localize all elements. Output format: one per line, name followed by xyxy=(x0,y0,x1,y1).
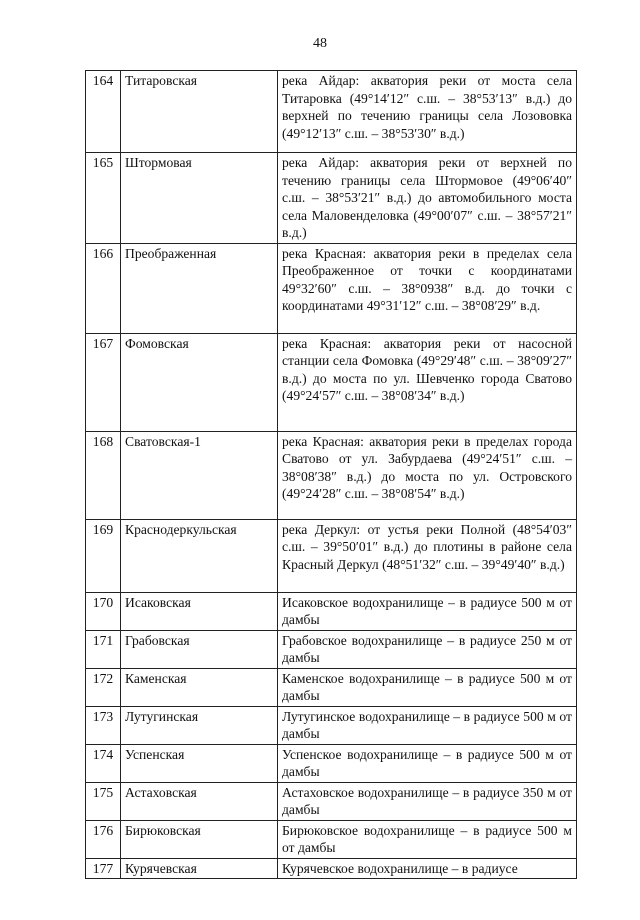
row-name: Сватовская-1 xyxy=(121,431,278,519)
table-row xyxy=(86,243,577,333)
row-description: Бирюковское водохранилище – в радиусе 500 м от дамбы xyxy=(278,820,577,858)
row-description: Успенское водохранилище – в радиусе 500 м от дамбы xyxy=(278,744,577,782)
table-row xyxy=(86,782,577,820)
row-number: 169 xyxy=(86,519,121,592)
row-description: Грабовское водохранилище – в радиусе 250 м от дамбы xyxy=(278,630,577,668)
table-row xyxy=(86,153,577,244)
row-description: река Айдар: акватория реки от верхней по течению границы села Штормовое (49°06′40″ с.ш. – 38°53′21″ в.д.) до автомобильного моста села Маловенделовка (49°00′07″ с.ш. – 38°57′21″ в.д.) xyxy=(278,153,577,244)
row-number: 167 xyxy=(86,333,121,431)
row-description: Курячевское водохранилище – в радиусе xyxy=(278,858,577,879)
row-description: Лутугинское водохранилище – в радиусе 500 м от дамбы xyxy=(278,706,577,744)
table-row xyxy=(86,519,577,592)
row-number: 170 xyxy=(86,592,121,630)
table-row xyxy=(86,820,577,858)
row-description: река Деркул: от устья реки Полной (48°54′03″ с.ш. – 39°50′01″ в.д.) до плотины в районе села Красный Деркул (48°51′32″ с.ш. – 39°49′40″ в.д.) xyxy=(278,519,577,592)
row-description: река Красная: акватория реки в пределах села Преображенное от точки с координатами 49°32′60″ с.ш. – 38°0938″ в.д. до точки с координатами 49°31′12″ с.ш. – 38°08′29″ в.д. xyxy=(278,243,577,333)
row-number: 165 xyxy=(86,153,121,244)
row-number: 173 xyxy=(86,706,121,744)
registry-table xyxy=(85,70,577,879)
row-name: Курячевская xyxy=(121,858,278,879)
row-name: Преображенная xyxy=(121,243,278,333)
row-number: 168 xyxy=(86,431,121,519)
row-name: Краснодеркульская xyxy=(121,519,278,592)
row-name: Успенская xyxy=(121,744,278,782)
row-name: Лутугинская xyxy=(121,706,278,744)
row-description: Астаховское водохранилище – в радиусе 350 м от дамбы xyxy=(278,782,577,820)
table-row xyxy=(86,71,577,153)
row-name: Титаровская xyxy=(121,71,278,153)
row-number: 174 xyxy=(86,744,121,782)
table-row xyxy=(86,744,577,782)
row-name: Штормовая xyxy=(121,153,278,244)
row-name: Исаковская xyxy=(121,592,278,630)
row-description: река Айдар: акватория реки от моста села Титаровка (49°14′12″ с.ш. – 38°53′13″ в.д.) до верхней по течению границы села Лозововка (49°12′13″ с.ш. – 38°53′30″ в.д.) xyxy=(278,71,577,153)
row-name: Грабовская xyxy=(121,630,278,668)
table-row xyxy=(86,858,577,879)
row-description: река Красная: акватория реки от насосной станции села Фомовка (49°29′48″ с.ш. – 38°09′27″ в.д.) до моста по ул. Шевченко города Сватово (49°24′57″ с.ш. – 38°08′34″ в.д.) xyxy=(278,333,577,431)
row-number: 172 xyxy=(86,668,121,706)
row-name: Фомовская xyxy=(121,333,278,431)
page-number: 48 xyxy=(313,36,327,51)
row-number: 171 xyxy=(86,630,121,668)
table-row xyxy=(86,333,577,431)
row-number: 175 xyxy=(86,782,121,820)
table-row xyxy=(86,431,577,519)
table-row xyxy=(86,630,577,668)
row-number: 176 xyxy=(86,820,121,858)
row-name: Бирюковская xyxy=(121,820,278,858)
table-row xyxy=(86,706,577,744)
row-description: Исаковское водохранилище – в радиусе 500 м от дамбы xyxy=(278,592,577,630)
row-name: Каменская xyxy=(121,668,278,706)
row-description: река Красная: акватория реки в пределах города Сватово от ул. Забурдаева (49°24′51″ с.ш. – 38°08′38″ в.д.) до моста по ул. Островского (49°24′28″ с.ш. – 38°08′54″ в.д.) xyxy=(278,431,577,519)
row-number: 166 xyxy=(86,243,121,333)
row-number: 164 xyxy=(86,71,121,153)
row-description: Каменское водохранилище – в радиусе 500 м от дамбы xyxy=(278,668,577,706)
table-row xyxy=(86,592,577,630)
row-name: Астаховская xyxy=(121,782,278,820)
row-number: 177 xyxy=(86,858,121,879)
table-row xyxy=(86,668,577,706)
